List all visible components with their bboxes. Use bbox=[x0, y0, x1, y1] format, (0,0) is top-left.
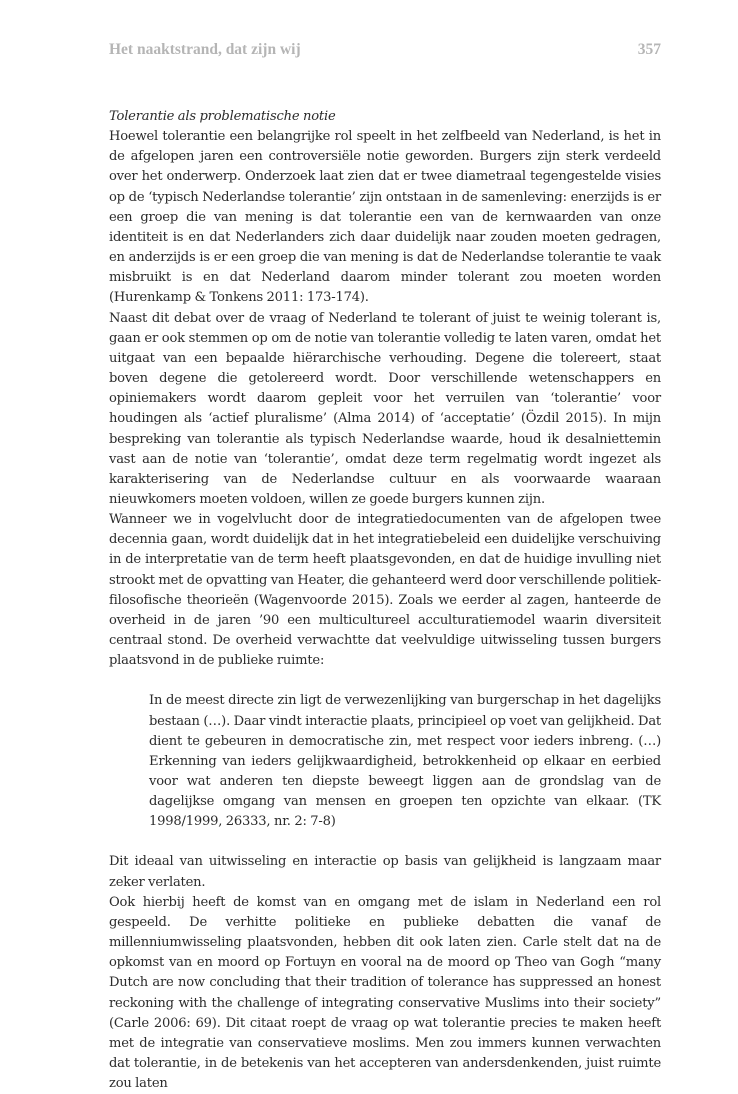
block-quote-text: In de meest directe zin ligt de verwezenlijking van burgerschap in het dagelijks bestaan (…). Daar vindt interactie plaats, principieel op voet van gelijkheid. Dat dient te gebeuren in democratische zin, met respect voor ieders inbreng. (…) Erkenning van ieders gelijkwaardigheid, betrokkenheid op elkaar en eerbied voor wat anderen ten diepste beweegt liggen aan de grondslag van de dagelijkse omgang van mensen en groepen ten opzichte van elkaar. (TK 1998/1999, 26333, nr. 2: 7-8) bbox=[149, 693, 661, 830]
paragraph-4: Dit ideaal van uitwisseling en interactie op basis van gelijkheid is langzaam maar zeker verlaten. bbox=[109, 854, 661, 890]
paragraph-1: Hoewel tolerantie een belangrijke rol speelt in het zelfbeeld van Nederland, is het in de afgelopen jaren een controversiële notie geworden. Burgers zijn sterk verdeeld over het onderwerp. Onderzoek laat zien dat er twee diametraal tegengestelde visies op de ‘typisch Nederlandse tolerantie’ zijn ontstaan in de samenleving: enerzijds is er een groep die van mening is dat tolerantie een van de kernwaarden van onze identiteit is en dat Nederlanders zich daar duidelijk naar zouden moeten gedragen, en anderzijds is er een groep die van mening is dat de Nederlandse tolerantie te vaak misbruikt is en dat Nederland daarom minder tolerant zou moeten worden (Hurenkamp & Tonkens 2011: 173-174). bbox=[109, 129, 661, 306]
paragraph-5: Ook hierbij heeft de komst van en omgang met de islam in Nederland een rol gespeeld. De verhitte politieke en publieke debatten die vanaf de millenniumwisseling plaatsvonden, hebben dit ook laten zien. Carle stelt dat na de opkomst van en moord op Fortuyn en vooral na de moord op Theo van Gogh “many Dutch are now concluding that their tradition of tolerance has suppressed an honest reckoning with the challenge of integrating conservative Muslims into their society” (Carle 2006: 69). Dit citaat roept de vraag op wat tolerantie precies te maken heeft met de integratie van conservatieve moslims. Men zou immers kunnen verwachten dat tolerantie, in de betekenis van het accepteren van andersdenkenden, juist ruimte zou laten bbox=[109, 894, 661, 1092]
running-header bbox=[109, 41, 661, 61]
block-quote bbox=[149, 691, 661, 832]
paragraph-2: Naast dit debat over de vraag of Nederland te tolerant of juist te weinig tolerant is, gaan er ook stemmen op om de notie van tolerantie volledig te laten varen, omdat het uitgaat van een bepaalde hiërarchische verhouding. Degene die tolereert, staat boven degene die getolereerd wordt. Door verschillende wetenschappers en opiniemakers wordt daarom gepleit voor het verruilen van ‘tolerantie’ voor houdingen als ‘actief pluralisme’ (Alma 2014) of ‘acceptatie’ (Özdil 2015). In mijn bespreking van tolerantie als typisch Nederlandse waarde, houd ik desalniettemin vast aan de notie van ‘tolerantie’, omdat deze term regelmatig wordt ingezet als karakterisering van de Nederlandse cultuur en als voorwaarde waaraan nieuwkomers moeten voldoen, willen ze goede burgers kunnen zijn. bbox=[109, 310, 661, 507]
section-heading: Tolerantie als problematische notie bbox=[109, 109, 336, 124]
paragraph-3: Wanneer we in vogelvlucht door de integratiedocumenten van de afgelopen twee decennia gaan, wordt duidelijk dat in het integratiebeleid een duidelijke verschuiving in de interpretatie van de term heeft plaatsgevonden, en dat de huidige invulling niet strookt met de opvatting van Heater, die gehanteerd werd door verschillende politiek-filosofische theorieën (Wagenvoorde 2015). Zoals we eerder al zagen, hanteerde de overheid in de jaren ’90 een multicultureel acculturatiemodel waarin diversiteit centraal stond. De overheid verwachtte dat veelvuldige uitwisseling tussen burgers plaatsvond in de publieke ruimte: bbox=[109, 512, 662, 669]
body-text bbox=[109, 107, 661, 1094]
page-number: 357 bbox=[637, 41, 661, 58]
running-header-title: Het naaktstrand, dat zijn wij bbox=[109, 41, 301, 58]
